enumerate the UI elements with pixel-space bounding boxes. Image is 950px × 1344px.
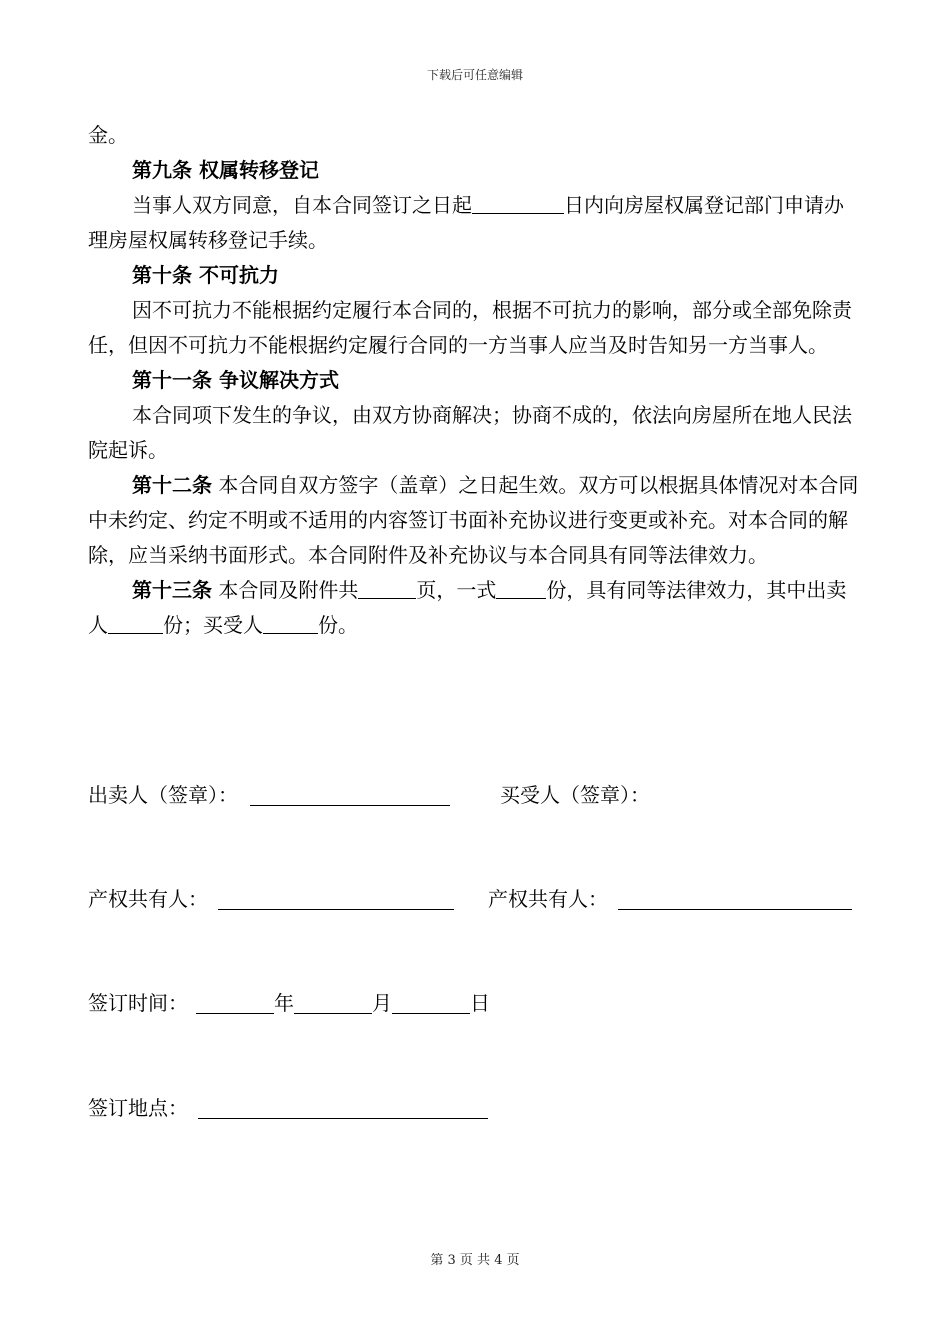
day-label: 日 — [470, 991, 490, 1015]
article-13-label: 第十三条 — [132, 578, 212, 602]
co-owner-left-line — [88, 884, 454, 914]
page-header: 下载后可任意编辑 — [426, 68, 523, 82]
sign-place-blank[interactable] — [198, 1096, 488, 1119]
article-13-text — [88, 573, 863, 643]
co-owner-right-line — [488, 884, 852, 914]
month-blank[interactable] — [294, 991, 372, 1014]
year-blank[interactable] — [196, 991, 274, 1014]
pages-blank[interactable] — [358, 576, 416, 599]
article-13-text-c: 份，具有同等法律效力，其中出卖人 — [88, 578, 847, 637]
sign-place-line — [88, 1093, 488, 1123]
buyer-copies-blank[interactable] — [263, 611, 318, 634]
buyer-signature-label: 买受人（签章）： — [500, 783, 650, 807]
article-12-body: 本合同自双方签字（盖章）之日起生效。双方可以根据具体情况对本合同中未约定、约定不明或不适用的内容签订书面补充协议进行变更或补充。对本合同的解除，应当采纳书面形式。本合同附件及补充协议与本合同具有同等法律效力。 — [88, 473, 859, 567]
article-13-text-a: 本合同及附件共 — [212, 578, 359, 602]
article-10-text: 因不可抗力不能根据约定履行本合同的，根据不可抗力的影响，部分或全部免除责任，但因不可抗力不能根据约定履行合同的一方当事人应当及时告知另一方当事人。 — [88, 298, 852, 357]
co-owner-right-blank[interactable] — [618, 887, 852, 910]
article-9-text-b: 日内向房屋权属登记部门申请办理房屋权属转移登记手续。 — [88, 193, 844, 252]
article-9-text-a: 当事人双方同意，自本合同签订之日起 — [132, 193, 472, 217]
article-13-text-b: 页，一式 — [416, 578, 497, 602]
seller-copies-blank[interactable] — [108, 611, 163, 634]
article-12-label: 第十二条 — [132, 473, 212, 497]
article-12-text — [88, 468, 863, 573]
article-11-text: 本合同项下发生的争议，由双方协商解决；协商不成的，依法向房屋所在地人民法院起诉。 — [88, 403, 852, 462]
paragraph-continuation: 金。 — [88, 123, 128, 147]
month-label: 月 — [372, 991, 392, 1015]
article-13-text-e: 份。 — [318, 613, 358, 637]
copies-blank[interactable] — [496, 576, 546, 599]
seller-signature-line — [88, 780, 450, 810]
buyer-signature-line — [500, 780, 650, 810]
page-footer: 第 3 页 共 4 页 — [430, 1253, 520, 1268]
year-label: 年 — [274, 991, 294, 1015]
article-13-text-d: 份；买受人 — [163, 613, 263, 637]
sign-date-line — [88, 988, 490, 1018]
article-11-title: 第十一条 争议解决方式 — [132, 368, 339, 392]
sign-place-label: 签订地点： — [88, 1096, 188, 1120]
contract-body — [88, 118, 863, 643]
day-blank[interactable] — [392, 991, 470, 1014]
article-10-title: 第十条 不可抗力 — [132, 263, 279, 287]
seller-signature-blank[interactable] — [250, 783, 450, 806]
co-owner-left-blank[interactable] — [218, 887, 454, 910]
co-owner-right-label: 产权共有人： — [488, 887, 608, 911]
days-blank[interactable] — [472, 191, 564, 214]
co-owner-left-label: 产权共有人： — [88, 887, 208, 911]
sign-date-label: 签订时间： — [88, 991, 188, 1015]
seller-signature-label: 出卖人（签章）： — [88, 783, 238, 807]
article-9-title: 第九条 权属转移登记 — [132, 158, 319, 182]
article-9-text — [88, 188, 863, 258]
